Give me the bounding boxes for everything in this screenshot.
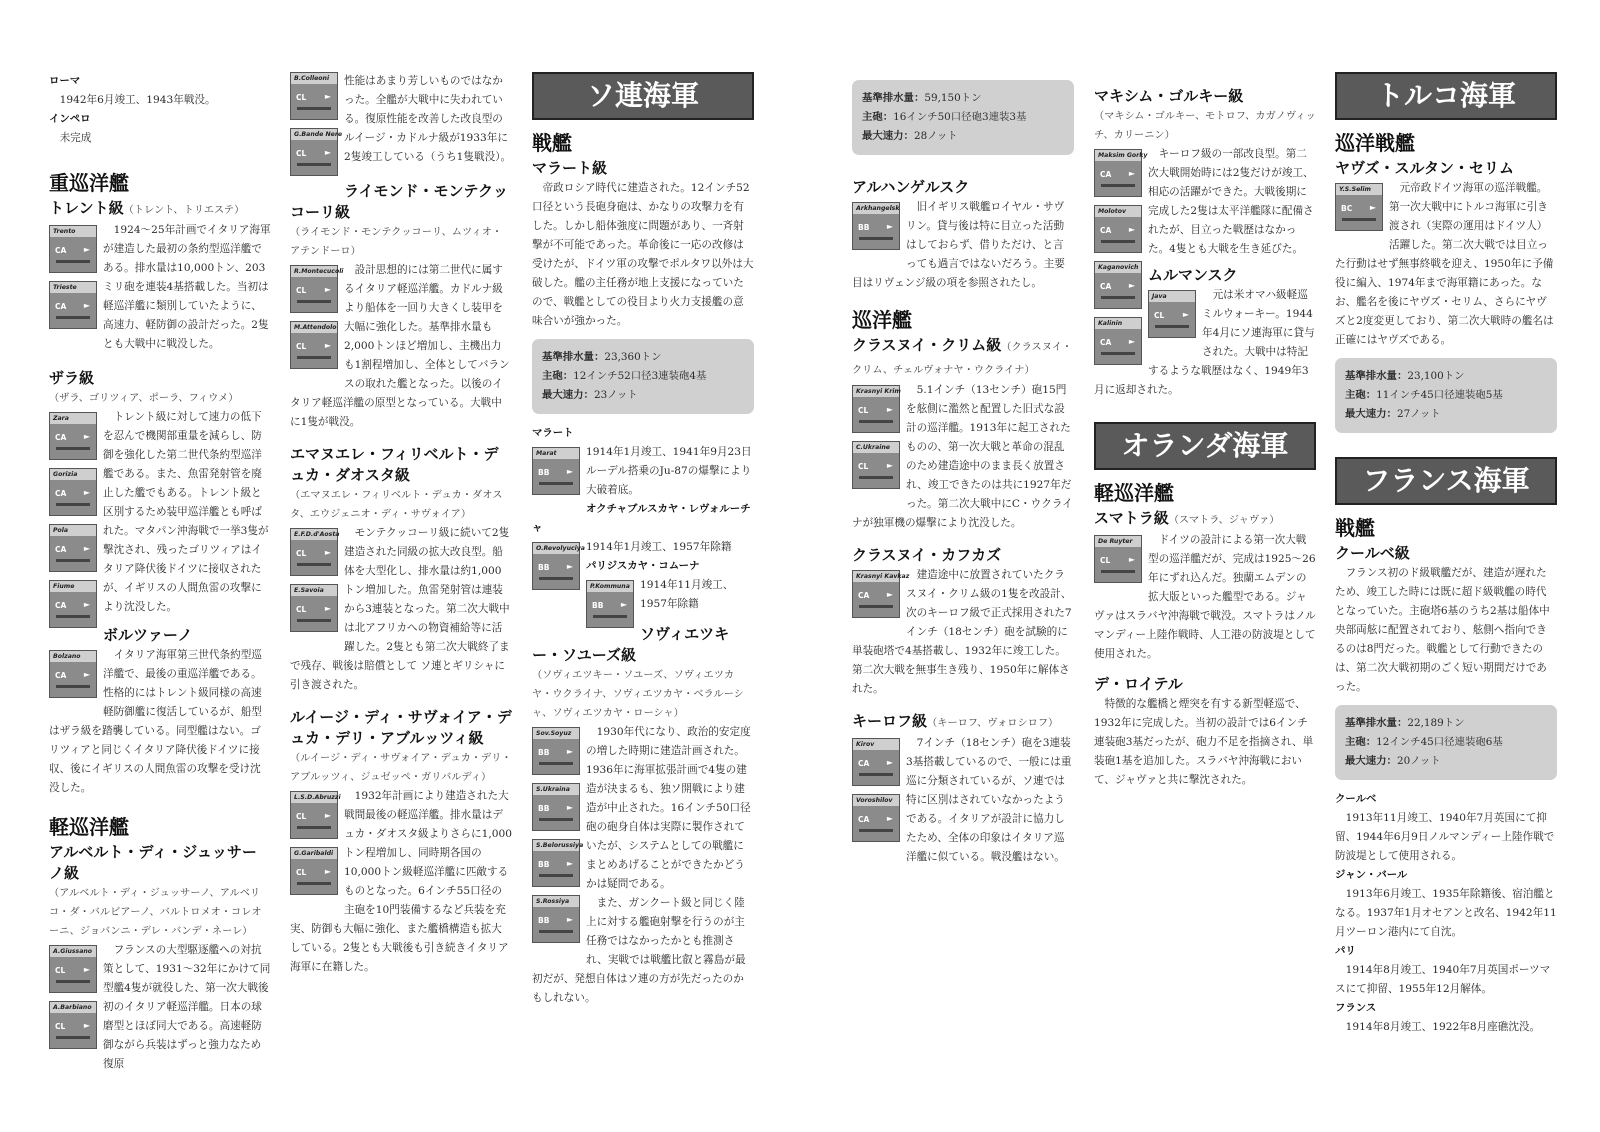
ship-text: 1913年6月竣工、1935年除籍後、宿泊艦となる。1937年1月オセアンと改名、1942年11月ツーロン港内にて自沈。 xyxy=(1335,888,1557,938)
ship-counter: S.Belorussiya BB ► xyxy=(532,839,580,887)
ship-heading: ジャン・バール xyxy=(1335,869,1408,881)
navy-banner-soviet: ソ連海軍 xyxy=(532,72,754,120)
class-heading: クラスヌイ・カフカズ xyxy=(852,546,1002,564)
class-block xyxy=(49,941,271,1074)
class-alias: （アルベルト・ディ・ジュッサーノ、アルベリコ・ダ・バルビアーノ、バルトロメオ・コレオーニ、ジョバンニ・デレ・バンデ・ネーレ） xyxy=(49,888,262,937)
ship-counter: B.Colleoni CL ► xyxy=(290,72,338,120)
ship-counter: G.Garibaldi CL ► xyxy=(290,847,338,895)
ship-counter: Arkhangelsk BB ► xyxy=(852,202,900,250)
ship-text: 1914年8月竣工、1922年8月座礁沈没。 xyxy=(1345,1021,1541,1033)
class-block xyxy=(290,524,512,695)
ship-text: 1914年11月竣工、1957年除籍 xyxy=(640,579,734,610)
class-block xyxy=(1335,179,1557,350)
column-6 xyxy=(1335,72,1557,1037)
class-heading: デ・ロイテル xyxy=(1094,675,1183,693)
class-block xyxy=(49,408,271,617)
column-3 xyxy=(532,72,754,1008)
ship-counter: Bolzano CA ► xyxy=(49,650,97,698)
class-heading: マキシム・ゴルキー級 xyxy=(1094,87,1244,105)
class-text: ドイツの設計による第一次大戦型の巡洋艦だが、完成は1925～26年にずれ込んだ。独蘭エムデンの拡大版といった艦型である。ジャヴァはスラバヤ沖海戦で戦没。スマトラはノルマンディー上陸作戦時、人工港の防波堤として使用された。 xyxy=(1094,534,1316,660)
class-heading: ルイージ・ディ・サヴォイア・デュカ・デリ・アブルッツィ級 xyxy=(290,708,512,747)
ship-counter: Gorizia CA ► xyxy=(49,468,97,516)
section-heading: 戦艦 xyxy=(1335,516,1375,540)
class-text: 元帝政ドイツ海軍の巡洋戦艦。第一次大戦中にトルコ海軍に引き渡され（実際の運用はドイツ人）活躍した。第二次大戦では目立った行動はせず無事終戦を迎え、1950年に予備役に編入、1974年まで海軍籍にあった。なお、艦名を後にヤヴズ・セリム、さらにヤヴズと2度変更しており、第二次大戦時の艦名は正確にはヤヴズである。 xyxy=(1335,182,1554,346)
ship-block xyxy=(532,443,754,500)
column-1 xyxy=(49,72,271,1074)
ship-counter: L.S.D.Abruzzi CL ► xyxy=(290,791,338,839)
class-text: フランス初のド級戦艦だが、建造が遅れたため、竣工した時には既に超ド級戦艦の時代となっていた。主砲塔6基のうち2基は船体中央部両舷に配置されており、舷側へ指向できるのは8門だった。戦艦として行動できたのは、第二次大戦初期のごく短い期間だけであった。 xyxy=(1335,567,1550,693)
class-block xyxy=(290,787,512,977)
class-block xyxy=(532,723,754,1008)
ship-counter: Molotov CA ► xyxy=(1094,205,1142,253)
column-5 xyxy=(1094,72,1316,790)
section-heading: 戦艦 xyxy=(532,131,572,155)
section-heading: 重巡洋艦 xyxy=(49,171,129,195)
ship-counter: Voroshilov CA ► xyxy=(852,794,900,842)
class-text: 元は米オマハ級軽巡ミルウォーキー。1944年4月にソ連海軍に貸与された。大戦中は特記するような戦歴はなく、1949年3月に返却された。 xyxy=(1094,289,1315,396)
stats-box: 基準排水量：23,360トン 主砲：12インチ52口径3連装砲4基 最大速力：23ノット xyxy=(532,339,754,414)
class-block xyxy=(290,72,512,167)
navy-banner-french: フランス海軍 xyxy=(1335,457,1557,505)
ship-heading: クールベ xyxy=(1335,793,1377,805)
class-heading: スマトラ級（スマトラ、ジャヴァ） xyxy=(1094,509,1280,527)
ship-counter: Trieste CA ► xyxy=(49,281,97,329)
ship-heading: フランス xyxy=(1335,1002,1377,1014)
ship-text: 1914年1月竣工、1941年9月23日ルーデル搭乗のJu-87の爆撃により大破着底。 xyxy=(586,446,752,496)
class-heading: アルハンゲルスク xyxy=(852,178,970,196)
column-2 xyxy=(290,72,512,977)
ship-counter: Maksim Gorky CA ► xyxy=(1094,149,1142,197)
class-text: フランスの大型駆逐艦への対抗策として、1931～32年にかけて同型艦4隻が就役した、第一次大戦後初のイタリア軽巡洋艦。日本の球磨型とほぼ同大である。高速軽防御ながら兵装はずっと強力なため復原 xyxy=(103,944,271,1070)
class-alias: （マキシム・ゴルキー、モトロフ、カガノヴィッチ、カリーニン） xyxy=(1094,111,1316,141)
class-text: 設計思想的には第二世代に属するイタリア軽巡洋艦。カドルナ級より船体を一回り大きくし装甲を大幅に強化した。基準排水量も2,000トンほど増加し、主機出力も1割程増加し、全体としてバランスの取れた艦となった。以後のイタリア軽巡洋艦の原型となっている。大戦中に1隻が戦没。 xyxy=(290,264,510,428)
section-heading: 軽巡洋艦 xyxy=(49,815,129,839)
class-block xyxy=(1094,531,1316,664)
ship-heading: インペロ xyxy=(49,113,91,125)
ship-counter: S.Ukraina BB ► xyxy=(532,783,580,831)
class-heading: ライモンド・モンテクッコーリ級 xyxy=(290,182,508,221)
ship-counter: E.F.D.d'Aosta CL ► xyxy=(290,528,338,576)
class-alias: （ルイージ・ディ・サヴォイア・デュカ・デリ・アブルッツィ、ジュゼッペ・ガリバルディ） xyxy=(290,753,512,783)
ship-text: 1913年11月竣工、1940年7月英国にて抑留、1944年6月9日ノルマンディー上陸作戦で防波堤として使用される。 xyxy=(1335,812,1555,862)
class-heading: アルベルト・ディ・ジュッサーノ級 xyxy=(49,843,257,882)
class-alias: （エマヌエレ・フィリベルト・デュカ・ダオスタ、エウジェニオ・ディ・サヴォイア） xyxy=(290,490,503,520)
ship-counter: A.Giussano CL ► xyxy=(49,945,97,993)
ship-counter: Zara CA ► xyxy=(49,412,97,460)
section-heading: 巡洋艦 xyxy=(852,308,912,332)
ship-counter: E.Savoia CL ► xyxy=(290,584,338,632)
class-text: モンテクッコーリ級に続いて2隻建造された同級の拡大改良型。船体を大型化し、排水量は約1,000トン増加した。魚雷発射管は連装から3連装となった。第二次大戦中は北アフリカへの物資補給等に活躍した。2隻とも第二次大戦終了まで残存、戦後は賠償として ソ連とギリシャに引き渡された。 xyxy=(290,527,510,691)
ship-counter: P.Kommuna BB ► xyxy=(586,580,634,628)
class-block xyxy=(49,646,271,798)
ship-counter: Kalinin CA ► xyxy=(1094,317,1142,365)
class-heading: エマヌエレ・フィリベルト・デュカ・ダオスタ級 xyxy=(290,445,499,484)
class-alias: （ソヴィエツキー・ソユーズ、ソヴィエツカヤ・ウクライナ、ソヴィエツカヤ・ベラルーシャ、ソヴィエツカヤ・ローシャ） xyxy=(532,670,744,719)
class-heading: トレント級（トレント、トリエステ） xyxy=(49,199,245,217)
ship-counter: Y.S.Selim BC ► xyxy=(1335,183,1383,231)
ship-heading: パリジスカヤ・コムーナ xyxy=(586,560,700,572)
ship-counter: Marat BB ► xyxy=(532,447,580,495)
class-block xyxy=(852,566,1074,699)
ship-counter: Trento CA ► xyxy=(49,225,97,273)
ship-heading: マラート xyxy=(532,427,574,439)
ship-counter: Krasnyi Kavkaz CA ► xyxy=(852,570,900,618)
class-text: 性能はあまり芳しいものではなかった。全艦が大戦中に失われている。復原性能を改善した改良型のルイージ・カドルナ級が1933年に2隻竣工している（うち1隻戦没）。 xyxy=(344,75,512,163)
ship-counter: S.Rossiya BB ► xyxy=(532,895,580,943)
class-block xyxy=(852,381,1074,533)
ship-counter: Sov.Soyuz BB ► xyxy=(532,727,580,775)
ship-counter: Java CL ► xyxy=(1148,290,1196,338)
ship-heading: ローマ xyxy=(49,75,81,87)
class-block xyxy=(852,198,1074,293)
class-block xyxy=(852,734,1074,867)
stats-box: 基準排水量：23,100トン 主砲：11インチ45口径連装砲5基 最大速力：27ノット xyxy=(1335,358,1557,433)
navy-banner-turkish: トルコ海軍 xyxy=(1335,72,1557,120)
class-heading: ムルマンスク xyxy=(1148,266,1238,284)
class-text: 7インチ（18センチ）砲を3連装3基搭載しているので、一般には重巡に分類されているが、ソ連では特に区別はされていなかったようである。イタリアが設計に協力したため、全体の印象はイタリア巡洋艦に似ている。戦没艦はない。 xyxy=(906,737,1072,863)
navy-banner-dutch: オランダ海軍 xyxy=(1094,422,1316,470)
section-heading: 巡洋戦艦 xyxy=(1335,131,1415,155)
ship-counter: Kirov CA ► xyxy=(852,738,900,786)
column-4 xyxy=(852,72,1074,867)
class-alias: （ライモンド・モンテクッコーリ、ムツィオ・アテンドーロ） xyxy=(290,227,503,257)
stats-box: 基準排水量：59,150トン 主砲：16インチ50口径砲3連装3基 最大速力：28ノット xyxy=(852,80,1074,155)
ship-text: 1914年8月竣工、1940年7月英国ポーツマスにて抑留、1955年12月解体。 xyxy=(1335,964,1551,995)
ship-counter: De Ruyter CL ► xyxy=(1094,535,1142,583)
class-heading: マラート級 xyxy=(532,159,608,177)
ship-counter: Pola CA ► xyxy=(49,524,97,572)
ship-text: 未完成 xyxy=(59,132,92,144)
class-text: 1930年代になり、政治的安定度の増した時期に建造計画された。1936年に海軍拡張計画で4隻の建造が決まるも、独ソ開戦により建造が中止された。16インチ50口径砲の砲身自体は実際に製作されていたが、システムとしての戦艦にまとめあげることができたかどうかは疑問である。 xyxy=(586,726,751,890)
class-text: 帝政ロシア時代に建造された。12インチ52口径という長砲身砲は、かなりの攻撃力を有した。しかし船体強度に問題があり、一斉射撃が不可能であった。革命後に一応の改修は受けたが、ドイツ軍の攻撃でポルタワ以外は大破した。艦の主任務が地上支援になっていたので、戦艦としての役目より火力支援艦の意味合いが強かった。 xyxy=(532,182,754,327)
ship-counter: G.Bande Nere CL ► xyxy=(290,128,338,176)
class-text: 特徴的な艦橋と煙突を有する新型軽巡で、1932年に完成した。当初の設計では6インチ連装砲3基だったが、砲力不足を指摘され、単装砲1基を追加した。スラバヤ沖海戦において、ジャヴァと共に撃沈された。 xyxy=(1094,698,1314,786)
class-text: 1932年計画により建造された大戦間最後の軽巡洋艦。排水量はデュカ・ダオスタ級よりさらに1,000トン程増加し、同時期各国の10,000トン級軽巡洋艦に匹敵するものとなった。6インチ55口径の主砲を10門装備するなど兵装を充実、防御も大幅に強化、また艦橋構造も拡大している。2隻とも大戦後も引き続きイタリア海軍に在籍した。 xyxy=(290,790,512,973)
class-text: 1924～25年計画でイタリア海軍が建造した最初の条約型巡洋艦である。排水量は10,000トン、203ミリ砲を連装4基搭載した。当初は軽巡洋艦に類別していたように、高速力、軽防御の設計だった。2隻とも大戦中に戦没した。 xyxy=(103,224,271,350)
class-text: 旧イギリス戦艦ロイヤル・サヴリン。貸与後は特に目立った活動はしておらず、借りただけ、と言っても過言ではないだろう。主要目はリヴェンジ級の項を参照されたし。 xyxy=(852,201,1065,289)
class-text: トレント級に対して速力の低下を忍んで機関部重量を減らし、防御を強化した第二世代条約型巡洋艦である。また、魚雷発射管を廃止した艦でもある。トレント級と区別するため装甲巡洋艦とも呼ばれた。マタパン沖海戦で一挙3隻が撃沈され、残ったゴリツィアはイタリア降伏後ドイツに接収されたが、イギリスの人間魚雷の攻撃により沈没した。 xyxy=(103,411,269,613)
class-alias: （ザラ、ゴリツィア、ポーラ、フィウメ） xyxy=(49,393,239,404)
ship-counter: M.Attendolo CL ► xyxy=(290,321,338,369)
class-heading: キーロフ級（キーロフ、ヴォロシロフ） xyxy=(852,712,1059,730)
class-heading: クラスヌイ・クリム級（クラスヌイ・クリム、チェルヴォナヤ・ウクライナ） xyxy=(852,336,1073,376)
class-block xyxy=(49,221,271,354)
stats-box: 基準排水量：22,189トン 主砲：12インチ45口径連装砲6基 最大速力：20ノット xyxy=(1335,705,1557,780)
ship-text: 1942年6月竣工、1943年戦没。 xyxy=(59,94,216,106)
class-text: イタリア海軍第三世代条約型巡洋艦で、最後の重巡洋艦である。性格的にはトレント級同様の高速軽防御艦に復活しているが、船型はザラ級を踏襲している。同型艦はない。ゴリツィアと同じくイタリア降伏後ドイツに接収、後にイギリスの人間魚雷の攻撃を受け沈没した。 xyxy=(49,649,262,794)
class-heading: ソヴィエツキー・ソユーズ級 xyxy=(532,625,730,664)
class-heading: クールベ級 xyxy=(1335,544,1410,562)
ship-counter: Fiume CA ► xyxy=(49,580,97,628)
class-heading: ザラ級 xyxy=(49,369,95,387)
class-text: キーロフ級の一部改良型。第二次大戦開始時には2隻だけが竣工、相応の活躍ができた。大戦後期に完成した2隻は太平洋艦隊に配備されたが、目立った戦歴はなかった。4隻とも大戦を生き延びた。 xyxy=(1148,148,1314,255)
ship-counter: C.Ukraine CL ► xyxy=(852,441,900,489)
class-text: また、ガンクート級と同じく陸上に対する艦砲射撃を行うのが主任務ではなかったかとも推測され、実戦では戦艦比叡と霧島が最初だが、発想自体はソ連の方が先だったのかもしれない。 xyxy=(532,897,746,1004)
section-heading: 軽巡洋艦 xyxy=(1094,481,1174,505)
class-text: 5.1インチ（13センチ）砲15門を舷側に濫然と配置した旧式な設計の巡洋艦。1913年に起工されたものの、第一次大戦と革命の混乱のため建造途中のまま長く放置され、竣工できたのは共に1927年だった。第二次大戦中にC・ウクライナが独軍機の爆撃により沈没した。 xyxy=(852,384,1073,529)
class-heading: ヤヴズ・スルタン・セリム xyxy=(1335,159,1514,177)
ship-counter: R.Montecucoli CL ► xyxy=(290,265,338,313)
ship-counter: Krasnyi Krim CL ► xyxy=(852,385,900,433)
class-text: 建造途中に放置されていたクラスヌイ・クリム級の1隻を改設計、次のキーロフ級で正式採用された7インチ（18センチ）砲を試験的に単装砲塔で4基搭載し、1932年に竣工した。第二次大戦を無事生き残り、1950年に解体された。 xyxy=(852,569,1072,695)
ship-heading: オクチャブルスカヤ・レヴォルーチャ xyxy=(532,503,751,534)
ship-heading: パリ xyxy=(1335,945,1356,957)
class-heading: ボルツァーノ xyxy=(103,626,193,644)
ship-text: 1914年1月竣工、1957年除籍 xyxy=(586,541,732,553)
ship-counter: A.Barbiano CL ► xyxy=(49,1001,97,1049)
ship-counter: Kaganovich CA ► xyxy=(1094,261,1142,309)
ship-counter: O.Revolyuciya BB ► xyxy=(532,542,580,590)
class-block xyxy=(290,261,512,432)
